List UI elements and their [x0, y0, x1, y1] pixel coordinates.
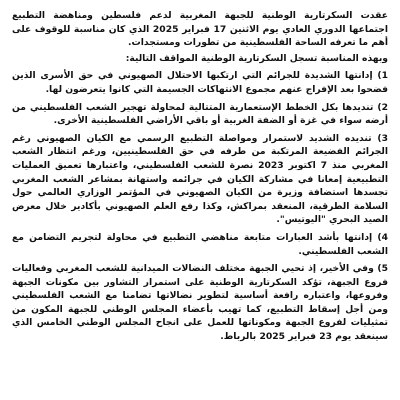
position-item-5: 5) وفي الأخير، إذ تحيي الجبهة مختلف النضالات الميدانية للشعب المغربي وفعاليات فروع الجبهة، تؤكد السكرتارية الوطنية على استمرار التشاور بين مكونات الجبهة وفروعها، واعتباره رافعة أساسية لتطوير نضالاتها تضامنا مع الشعب الفلسطيني ومن أجل إسقاط التطبيع، كما تهيب بأعضاء المجلس الوطني للجبهة المكون من تمثيليات لفروع الجبهة ومكوناتها للعمل على انجاح المجلس الوطني الخامس الذي سينعقد يوم 23 فبراير 2025 بالرباط. — [12, 263, 388, 343]
position-item-1: 1) إدانتها الشديدة للجرائم التي ارتكبها الاحتلال الصهيوني في حق الأسرى الذين فضحوا بعد الإفراج عنهم مجموع الانتهاكات الجسيمة التي كانوا يتعرضون لها. — [12, 70, 388, 95]
intro-paragraph: عقدت السكرتارية الوطنية للجبهة المغربية لدعم فلسطين ومناهضة التطبيع اجتماعها الدوري العادي يوم الاثنين 17 فبراير 2025 الذي كان مناسبة للوقوف على أهم ما تعرفه الساحة الفلسطينية من تطورات ومستجدات. — [12, 10, 388, 49]
position-item-4: 4) إدانتها بأشد العبارات متابعة مناهضي التطبيع في محاولة لتجريم التضامن مع الشعب الفلسطيني. — [12, 231, 388, 257]
position-item-3: 3) تنديده الشديد لاستمرار ومواصلة التطبيع الرسمي مع الكيان الصهيوني رغم الجرائم الفضيعة المرتكبة من طرفه في حق الفلسطينيين، ورغم انتظار الشعب المغربي منذ 7 اكتوبر 2023 نصرة للشعب الفلسطيني، واعتبارها تعميق العمليات التطبيعية إمعانا في مشاركة الكيان في جرائمه واستهانة بمشاعر الشعب المغربي تجسدها استضافة وزيرة من الكيان الصهيوني في المؤتمر الوزاري العالمي حول السلامة الطرقية، المنعقد بمراكش، وكذا رفع العلم الصهيوني بأكادير خلال معرض الصيد البحري "اليوتيس". — [12, 132, 388, 226]
position-item-2: 2) تنديدها بكل الخطط الإستعمارية المتتالية لمحاولة تهجير الشعب الفلسطيني من أرضه سواء في غزة أو الضفة الغربية أو باقي الأراضي الفلسطينية الأخرى. — [12, 101, 388, 127]
positions-heading: وبهذه المناسبة تسجل السكرتارية الوطنية المواقف التالية: — [125, 52, 388, 64]
